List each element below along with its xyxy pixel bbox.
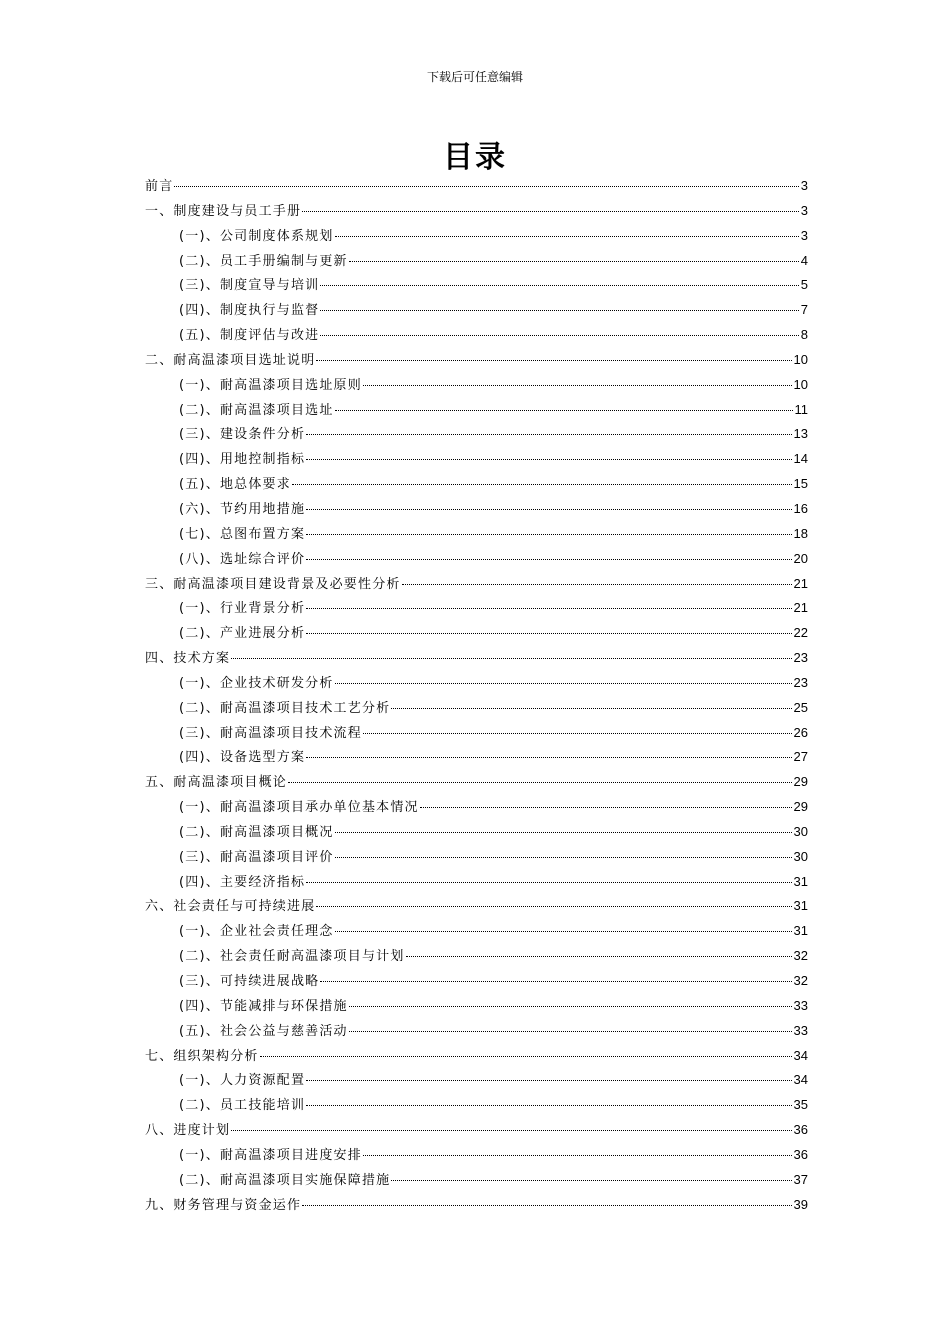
dot-leader: [349, 1006, 792, 1007]
toc-entry-label: (三)、制度宣导与培训: [179, 278, 320, 294]
toc-entry-page-number: 33: [793, 1022, 808, 1038]
toc-entry-label: (三)、建设条件分析: [179, 427, 306, 443]
toc-entry-page-number: 15: [793, 476, 808, 492]
dot-leader: [335, 236, 799, 237]
toc-entry[interactable]: [145, 1168, 808, 1193]
toc-entry[interactable]: [145, 1143, 808, 1168]
dot-leader: [349, 261, 799, 262]
dot-leader: [320, 335, 798, 336]
toc-entry-label: 七、组织架构分析: [145, 1048, 259, 1064]
toc-entry-page-number: 20: [793, 550, 808, 566]
dot-leader: [391, 708, 791, 709]
toc-entry-label: (八)、选址综合评价: [179, 551, 306, 567]
dot-leader: [335, 832, 792, 833]
toc-entry-label: (二)、员工手册编制与更新: [179, 253, 348, 269]
toc-entry[interactable]: [145, 422, 808, 447]
toc-entry-label: (二)、耐高温漆项目技术工艺分析: [179, 700, 391, 716]
toc-entry[interactable]: [145, 646, 808, 671]
dot-leader: [174, 186, 798, 187]
toc-entry-label: (六)、节约用地措施: [179, 501, 306, 517]
toc-entry-label: (一)、行业背景分析: [179, 601, 306, 617]
toc-entry[interactable]: [145, 820, 808, 845]
toc-entry-page-number: 10: [793, 351, 808, 367]
toc-entry-page-number: 34: [793, 1072, 808, 1088]
toc-entry-label: (二)、产业进展分析: [179, 626, 306, 642]
dot-leader: [335, 931, 792, 932]
dot-leader: [391, 1180, 791, 1181]
toc-entry-page-number: 32: [793, 973, 808, 988]
toc-entry[interactable]: [145, 894, 808, 919]
dot-leader: [306, 757, 791, 758]
toc-entry-label: (四)、设备选型方案: [179, 750, 306, 766]
dot-leader: [306, 534, 791, 535]
toc-entry-page-number: 36: [793, 1122, 808, 1138]
dot-leader: [420, 807, 792, 808]
toc-entry[interactable]: [145, 323, 808, 348]
toc-entry-page-number: 14: [793, 451, 808, 467]
toc-entry-label: (二)、员工技能培训: [179, 1098, 306, 1114]
dot-leader: [363, 385, 792, 386]
toc-entry-label: 六、社会责任与可持续进展: [145, 899, 316, 915]
toc-entry-page-number: 26: [793, 724, 808, 740]
toc-entry-page-number: 13: [793, 426, 808, 442]
toc-entry-page-number: 3: [800, 202, 808, 218]
toc-entry-page-number: 37: [793, 1171, 808, 1187]
toc-entry[interactable]: [145, 1044, 808, 1069]
toc-entry[interactable]: [145, 224, 808, 249]
toc-entry-label: (二)、社会责任耐高温漆项目与计划: [179, 949, 405, 965]
toc-entry-label: (四)、制度执行与监督: [179, 303, 320, 319]
toc-entry-page-number: 30: [793, 848, 808, 864]
toc-entry[interactable]: [145, 994, 808, 1019]
toc-entry-page-number: 29: [793, 799, 808, 815]
toc-entry-page-number: 7: [800, 302, 808, 318]
toc-entry-page-number: 29: [793, 774, 808, 790]
dot-leader: [231, 658, 791, 659]
toc-entry[interactable]: [145, 1093, 808, 1118]
toc-entry-label: (五)、制度评估与改进: [179, 328, 320, 344]
dot-leader: [320, 285, 798, 286]
toc-entry[interactable]: [145, 497, 808, 522]
toc-entry[interactable]: [145, 199, 808, 224]
toc-entry-page-number: 10: [793, 376, 808, 392]
toc-entry-label: 五、耐高温漆项目概论: [145, 775, 288, 791]
toc-entry[interactable]: [145, 398, 808, 423]
toc-entry[interactable]: [145, 721, 808, 746]
toc-entry-page-number: 22: [793, 625, 808, 641]
dot-leader: [316, 360, 791, 361]
toc-entry-page-number: 23: [793, 674, 808, 690]
toc-entry[interactable]: [145, 249, 808, 274]
toc-entry-label: (二)、耐高温漆项目概况: [179, 824, 334, 840]
toc-entry-page-number: 27: [793, 749, 808, 765]
dot-leader: [306, 434, 791, 435]
dot-leader: [316, 906, 791, 907]
toc-entry-label: (一)、企业技术研发分析: [179, 675, 334, 691]
toc-entry[interactable]: [145, 547, 808, 572]
toc-entry[interactable]: [145, 348, 808, 373]
toc-entry[interactable]: [145, 696, 808, 721]
toc-entry[interactable]: [145, 969, 808, 994]
toc-entry-page-number: 33: [793, 997, 808, 1013]
dot-leader: [302, 1205, 791, 1206]
toc-entry-page-number: 5: [800, 277, 808, 293]
toc-entry-page-number: 36: [793, 1146, 808, 1162]
toc-entry-label: 四、技术方案: [145, 651, 231, 667]
dot-leader: [402, 584, 792, 585]
toc-entry-page-number: 3: [800, 178, 808, 193]
dot-leader: [363, 733, 792, 734]
toc-entry-page-number: 32: [793, 948, 808, 964]
dot-leader: [320, 981, 791, 982]
toc-entry-label: (一)、公司制度体系规划: [179, 228, 334, 244]
toc-entry[interactable]: [145, 845, 808, 870]
toc-entry-page-number: 30: [793, 823, 808, 839]
toc-entry[interactable]: [145, 919, 808, 944]
toc-entry-page-number: 11: [794, 401, 808, 417]
toc-entry-label: (一)、耐高温漆项目进度安排: [179, 1147, 362, 1163]
toc-entry[interactable]: [145, 745, 808, 770]
toc-entry-page-number: 21: [793, 600, 808, 616]
dot-leader: [306, 633, 791, 634]
dot-leader: [260, 1056, 792, 1057]
dot-leader: [306, 509, 791, 510]
toc-entry[interactable]: [145, 870, 808, 895]
toc-entry-label: (二)、耐高温漆项目实施保障措施: [179, 1172, 391, 1188]
toc-entry[interactable]: [145, 298, 808, 323]
toc-entry-label: (一)、人力资源配置: [179, 1073, 306, 1089]
toc-entry-label: (一)、企业社会责任理念: [179, 924, 334, 940]
toc-entry-page-number: 23: [793, 650, 808, 666]
toc-entry-label: (一)、耐高温漆项目选址原则: [179, 377, 362, 393]
toc-entry[interactable]: [145, 1068, 808, 1093]
toc-entry[interactable]: [145, 273, 808, 298]
toc-entry[interactable]: [145, 596, 808, 621]
toc-entry-page-number: 34: [793, 1047, 808, 1063]
toc-entry-page-number: 35: [793, 1097, 808, 1113]
toc-entry[interactable]: [145, 770, 808, 795]
toc-entry-label: 八、进度计划: [145, 1123, 231, 1139]
toc-title: 目录: [443, 140, 507, 175]
toc-entry[interactable]: [145, 944, 808, 969]
toc-entry-label: (三)、耐高温漆项目评价: [179, 849, 334, 865]
toc-entry-label: 二、耐高温漆项目选址说明: [145, 352, 316, 368]
toc-entry-page-number: 4: [800, 252, 808, 268]
toc-entry[interactable]: [145, 621, 808, 646]
toc-entry-page-number: 8: [800, 327, 808, 343]
dot-leader: [292, 484, 792, 485]
dot-leader: [306, 459, 791, 460]
toc-entry-label: (七)、总图布置方案: [179, 526, 306, 542]
toc-entry[interactable]: [145, 373, 808, 398]
toc-entry-label: 九、财务管理与资金运作: [145, 1197, 302, 1213]
dot-leader: [288, 782, 792, 783]
toc-entry-label: (一)、耐高温漆项目承办单位基本情况: [179, 800, 419, 816]
dot-leader: [335, 410, 793, 411]
toc-entry[interactable]: [145, 572, 808, 597]
dot-leader: [335, 857, 792, 858]
toc-entry-page-number: 39: [793, 1196, 808, 1212]
dot-leader: [406, 956, 792, 957]
dot-leader: [320, 310, 798, 311]
toc-entry-label: (四)、用地控制指标: [179, 452, 306, 468]
toc-entry-label: (五)、地总体要求: [179, 477, 291, 493]
toc-entry-label: 三、耐高温漆项目建设背景及必要性分析: [145, 576, 401, 592]
dot-leader: [306, 1080, 791, 1081]
toc-entry[interactable]: [145, 522, 808, 547]
toc-entry-page-number: 21: [793, 575, 808, 591]
dot-leader: [306, 1105, 791, 1106]
toc-entry-label: (二)、耐高温漆项目选址: [179, 402, 334, 418]
dot-leader: [231, 1130, 791, 1131]
toc-entry-page-number: 31: [793, 923, 808, 939]
toc-entry[interactable]: [145, 1019, 808, 1044]
dot-leader: [306, 608, 791, 609]
dot-leader: [335, 683, 792, 684]
dot-leader: [306, 882, 791, 883]
toc-entry-label: 前言: [145, 179, 174, 194]
header-note: 下载后可任意编辑: [426, 70, 523, 84]
toc-entry-label: 一、制度建设与员工手册: [145, 203, 302, 219]
dot-leader: [363, 1155, 792, 1156]
toc-entry[interactable]: [145, 795, 808, 820]
toc-entry-page-number: 31: [793, 898, 808, 914]
toc-entry[interactable]: [145, 1118, 808, 1143]
toc-entry-page-number: 18: [793, 525, 808, 541]
toc-entry-label: (三)、可持续进展战略: [179, 974, 320, 989]
toc-entry[interactable]: [145, 174, 808, 199]
dot-leader: [349, 1031, 792, 1032]
toc-entry-label: (四)、节能减排与环保措施: [179, 998, 348, 1014]
toc-entry-label: (四)、主要经济指标: [179, 874, 306, 890]
toc-entry[interactable]: [145, 472, 808, 497]
toc-entry-label: (三)、耐高温漆项目技术流程: [179, 725, 362, 741]
toc-entry-page-number: 31: [793, 873, 808, 889]
toc-entry-page-number: 16: [793, 500, 808, 516]
toc-list: [145, 174, 808, 1217]
toc-entry[interactable]: [145, 447, 808, 472]
toc-entry[interactable]: [145, 671, 808, 696]
dot-leader: [306, 559, 791, 560]
toc-entry-page-number: 25: [793, 699, 808, 715]
toc-entry-page-number: 3: [800, 227, 808, 243]
toc-entry-label: (五)、社会公益与慈善活动: [179, 1023, 348, 1039]
dot-leader: [302, 211, 799, 212]
toc-entry[interactable]: [145, 1193, 808, 1218]
